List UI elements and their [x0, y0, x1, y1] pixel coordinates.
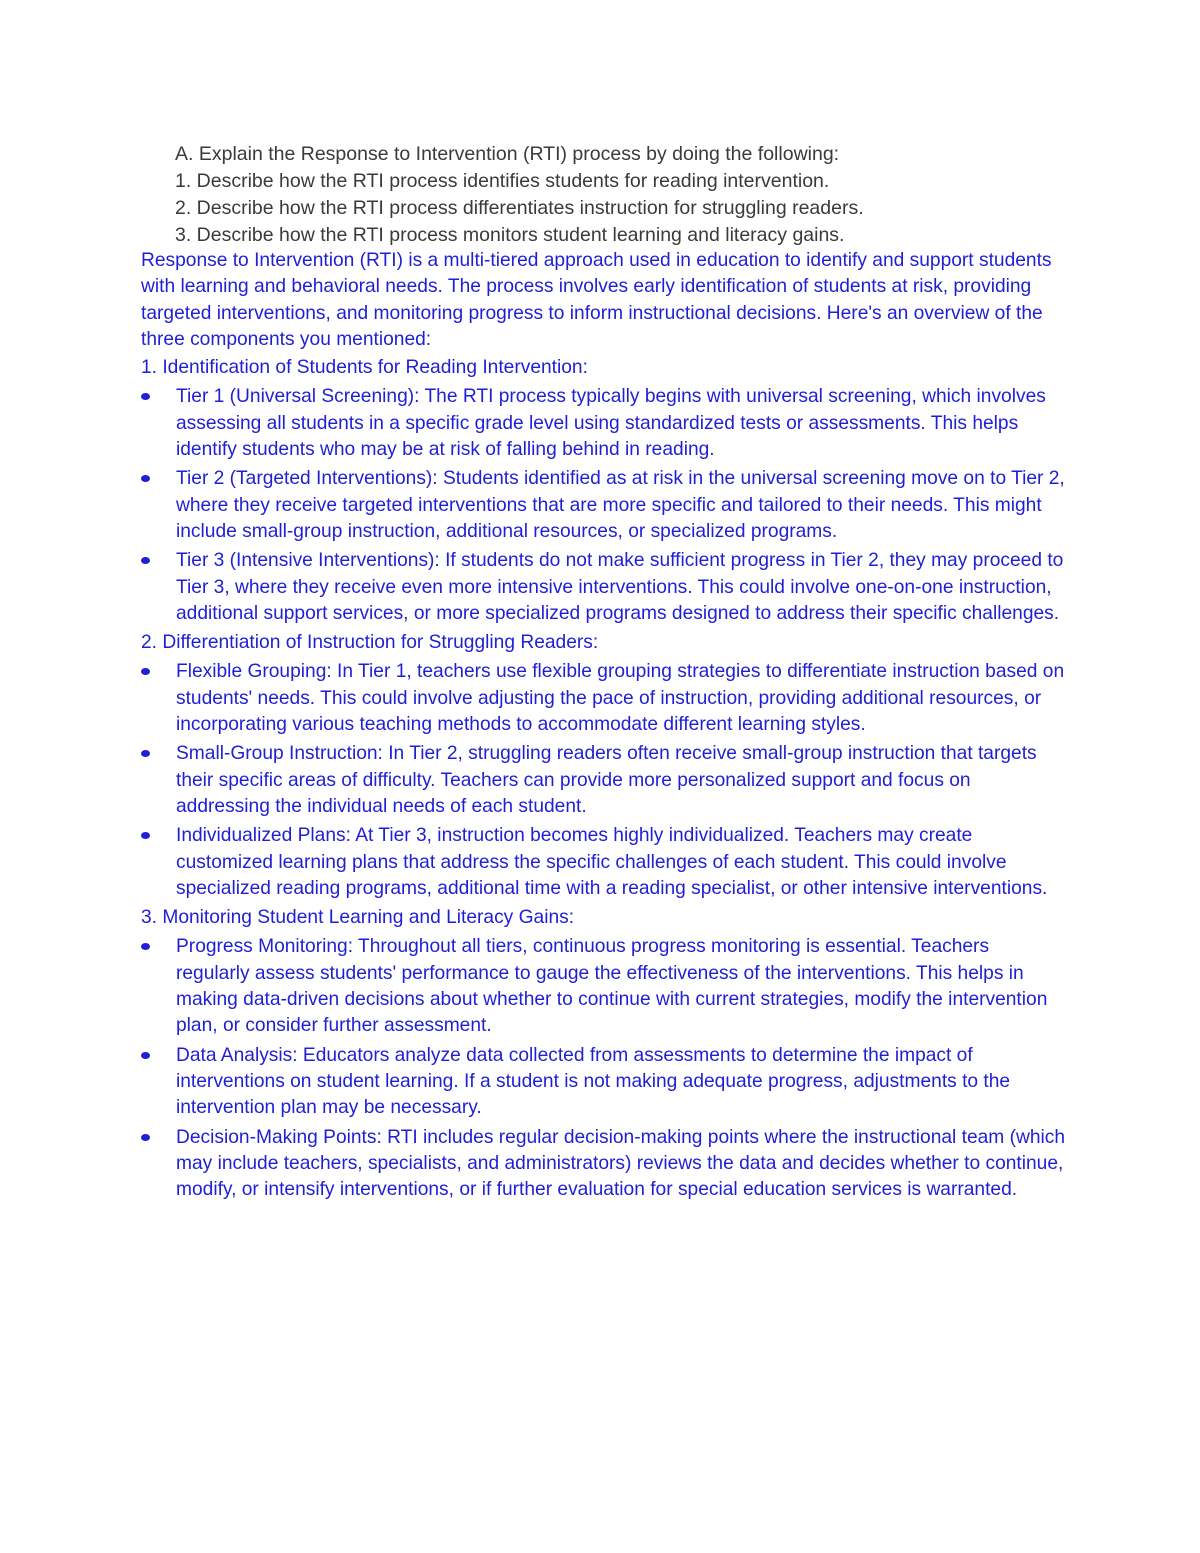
list-item-text: Progress Monitoring: Throughout all tiers, continuous progress monitoring is essential. Teachers regularly assess students' performance to gauge the effectiveness of the interventions. This helps in making data-driven decisions about whether to continue with current strategies, modify the intervention plan, or consider further assessment.	[176, 936, 1048, 1037]
list-item-text: Individualized Plans: At Tier 3, instruction becomes highly individualized. Teachers may create customized learning plans that address the specific challenges of each student. This could involve specialized reading programs, additional time with a reading specialist, or other intensive interventions.	[176, 825, 1048, 899]
assignment-prompt	[175, 141, 1075, 249]
section-heading: 3. Monitoring Student Learning and Literacy Gains:	[141, 907, 575, 929]
answer-body	[141, 248, 1066, 1206]
bullet-icon	[141, 557, 150, 564]
list-item	[141, 823, 1066, 902]
section-heading: 1. Identification of Students for Reading Intervention:	[141, 357, 588, 379]
bullet-list	[141, 934, 1066, 1203]
list-item-text: Decision-Making Points: RTI includes regular decision-making points where the instructional team (which may include teachers, specialists, and administrators) reviews the data and decides whether to continue, modify, or intensify interventions, or if further evaluation for special education services is warranted.	[176, 1126, 1066, 1201]
prompt-line: 3. Describe how the RTI process monitors student learning and literacy gains.	[175, 224, 845, 246]
list-item	[141, 384, 1066, 463]
bullet-icon	[141, 668, 150, 675]
bullet-list	[141, 659, 1066, 902]
bullet-list	[141, 384, 1066, 627]
list-item-text: Flexible Grouping: In Tier 1, teachers use flexible grouping strategies to differentiate instruction based on students' needs. This could involve adjusting the pace of instruction, providing additional resources, or incorporating various teaching methods to accommodate different learning styles.	[176, 661, 1065, 736]
list-item	[141, 548, 1066, 627]
bullet-icon	[141, 750, 150, 757]
list-item	[141, 659, 1066, 738]
list-item-text: Data Analysis: Educators analyze data collected from assessments to determine the impact of interventions on student learning. If a student is not making adequate progress, adjustments to the intervention plan may be necessary.	[176, 1044, 1011, 1119]
bullet-icon	[141, 832, 150, 839]
list-item	[141, 1125, 1066, 1204]
prompt-line: 1. Describe how the RTI process identifies students for reading intervention.	[175, 170, 830, 192]
list-item-text: Tier 2 (Targeted Interventions): Students identified as at risk in the universal screening move on to Tier 2, where they receive targeted interventions that are more specific and tailored to their needs. This might include small-group instruction, additional resources, or specialized programs.	[176, 468, 1065, 542]
list-item	[141, 934, 1066, 1039]
bullet-icon	[141, 1134, 150, 1141]
list-item-text: Tier 1 (Universal Screening): The RTI process typically begins with universal screening, which involves assessing all students in a specific grade level using standardized tests or assessments. This helps identify students who may be at risk of falling behind in reading.	[176, 386, 1046, 461]
prompt-line: 2. Describe how the RTI process differentiates instruction for struggling readers.	[175, 197, 864, 219]
bullet-icon	[141, 943, 150, 950]
list-item	[141, 466, 1066, 545]
list-item	[141, 741, 1066, 820]
bullet-icon	[141, 393, 150, 400]
bullet-icon	[141, 1052, 150, 1059]
intro-paragraph: Response to Intervention (RTI) is a multi-tiered approach used in education to identify and support students with learning and behavioral needs. The process involves early identification of students at risk, providing targeted interventions, and monitoring progress to inform instructional decisions. Here's an overview of the three components you mentioned:	[141, 250, 1052, 350]
section-heading: 2. Differentiation of Instruction for Struggling Readers:	[141, 632, 599, 654]
list-item	[141, 1043, 1066, 1122]
prompt-line: A. Explain the Response to Intervention (RTI) process by doing the following:	[175, 143, 840, 165]
bullet-icon	[141, 475, 150, 482]
list-item-text: Tier 3 (Intensive Interventions): If students do not make sufficient progress in Tier 2, they may proceed to Tier 3, where they receive even more intensive interventions. This could involve one-on-one instruction, additional support services, or more specialized programs designed to address their specific challenges.	[176, 550, 1064, 624]
list-item-text: Small-Group Instruction: In Tier 2, struggling readers often receive small-group instruction that targets their specific areas of difficulty. Teachers can provide more personalized support and focus on addressing the individual needs of each student.	[176, 743, 1037, 817]
